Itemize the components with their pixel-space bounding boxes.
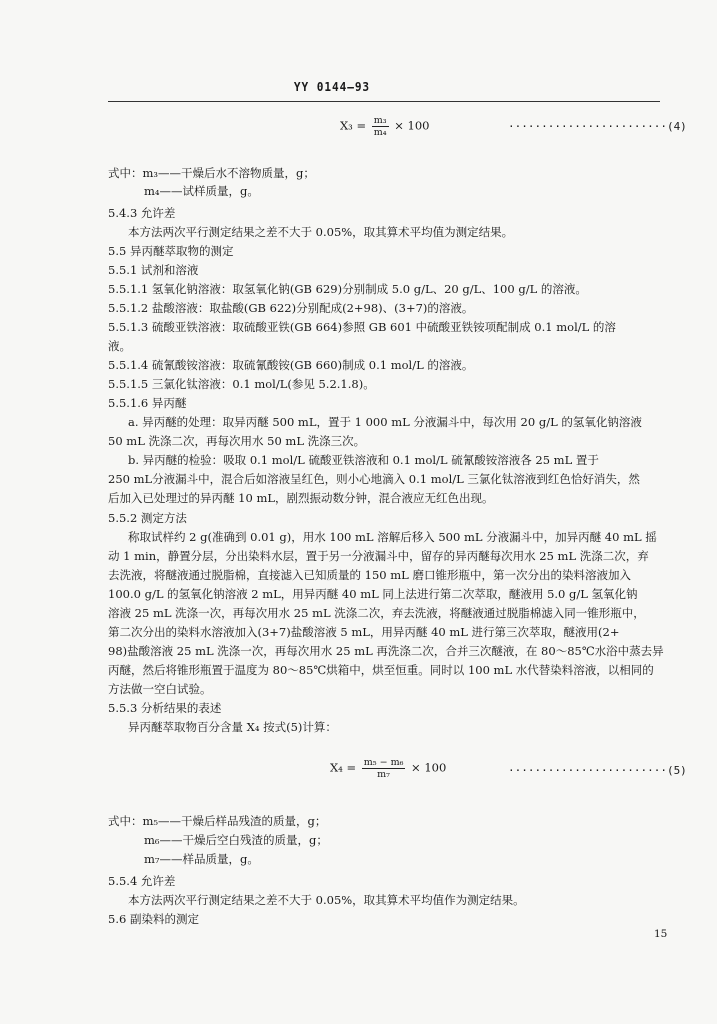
method-line1: 称取试样约 2 g(准确到 0.01 g)，用水 100 mL 溶解后移入 500 mL 分液漏斗中，加异丙醚 40 mL 摇 xyxy=(128,530,657,544)
formula-5-multiplier: × 100 xyxy=(411,760,447,775)
method-line9: 方法做一空白试验。 xyxy=(108,682,212,696)
standard-header: YY 0144—93 xyxy=(293,80,371,94)
formula-4 xyxy=(340,115,429,138)
formula-4-multiplier: × 100 xyxy=(394,118,430,133)
formula-5-denominator: m₇ xyxy=(377,769,390,780)
section-5-6-title: 5.6 副染料的测定 xyxy=(108,912,199,926)
section-5-5-4-title: 5.5.4 允许差 xyxy=(108,874,176,888)
where-4-m4: m₄——试样质量，g。 xyxy=(144,184,259,198)
method-line3: 去洗液，将醚液通过脱脂棉，直接滤入已知质量的 150 mL 磨口锥形瓶中，第一次分出的染料溶液加入 xyxy=(108,568,631,582)
formula-4-denominator: m₄ xyxy=(373,127,387,138)
item-5-5-1-2: 5.5.1.2 盐酸溶液：取盐酸(GB 622)分别配成(2+98)、(3+7)的溶液。 xyxy=(108,301,474,315)
where-4-m3: m₃——干燥后水不溶物质量，g； xyxy=(142,166,315,180)
item-5-5-1-5: 5.5.1.5 三氯化钛溶液：0.1 mol/L(参见 5.2.1.8)。 xyxy=(108,377,375,391)
section-5-5-1-title: 5.5.1 试剂和溶液 xyxy=(108,263,199,277)
item-5-5-1-3-line1: 5.5.1.3 硫酸亚铁溶液：取硫酸亚铁(GB 664)参照 GB 601 中硫酸亚铁铵项配制成 0.1 mol/L 的溶 xyxy=(108,320,616,334)
where-5-label: 式中： xyxy=(108,814,143,828)
formula-5 xyxy=(330,757,446,780)
formula-5-numerator: m₅ − m₆ xyxy=(363,757,404,768)
section-5-4-3-body: 本方法两次平行测定结果之差不大于 0.05%，取其算术平均值为测定结果。 xyxy=(128,225,514,239)
where-4-label: 式中： xyxy=(108,166,143,180)
where-5-first xyxy=(108,814,326,828)
formula-4-number: ························(4) xyxy=(508,120,687,133)
formula-5-lhs: X₄ = xyxy=(330,760,357,775)
section-5-5-3-body: 异丙醚萃取物百分含量 X₄ 按式(5)计算： xyxy=(128,720,337,734)
item-5-5-1-1: 5.5.1.1 氢氧化钠溶液：取氢氧化钠(GB 629)分别制成 5.0 g/L、20 g/L、100 g/L 的溶液。 xyxy=(108,282,587,296)
where-4-first xyxy=(108,166,315,180)
method-line5: 溶液 25 mL 洗涤一次，再每次用水 25 mL 洗涤二次，弃去洗液，将醚液通过脱脂棉滤入同一锥形瓶中， xyxy=(108,606,645,620)
item-5-5-1-4: 5.5.1.4 硫氰酸铵溶液：取硫氰酸铵(GB 660)制成 0.1 mol/L 的溶液。 xyxy=(108,358,474,372)
formula-4-lhs: X₃ = xyxy=(340,118,367,133)
formula-5-number: ························(5) xyxy=(508,764,687,777)
formula-4-fraction xyxy=(372,115,389,138)
section-5-5-3-title: 5.5.3 分析结果的表述 xyxy=(108,701,222,715)
item-b-line1: b. 异丙醚的检验：吸取 0.1 mol/L 硫酸亚铁溶液和 0.1 mol/L 硫氰酸铵溶液各 25 mL 置于 xyxy=(128,453,599,467)
item-5-5-1-6: 5.5.1.6 异丙醚 xyxy=(108,396,187,410)
formula-4-numerator: m₃ xyxy=(373,115,387,126)
page-number: 15 xyxy=(654,928,668,940)
method-line7: 98)盐酸溶液 25 mL 洗涤一次，再每次用水 25 mL 再洗涤二次，合并三次醚液，在 80～85℃水浴中蒸去异 xyxy=(108,644,664,658)
item-b-line2: 250 mL分液漏斗中，混合后如溶液呈红色，则小心地滴入 0.1 mol/L 三氯化钛溶液到红色恰好消失，然 xyxy=(108,472,640,486)
method-line4: 100.0 g/L 的氢氧化钠溶液 2 mL，用异丙醚 40 mL 同上法进行第二次萃取，醚液用 5.0 g/L 氢氧化钠 xyxy=(108,587,638,601)
where-5-m7: m₇——样品质量，g。 xyxy=(144,852,259,866)
where-5-m5: m₅——干燥后样品残渣的质量，g； xyxy=(142,814,327,828)
item-a-line1: a. 异丙醚的处理：取异丙醚 500 mL，置于 1 000 mL 分液漏斗中，每次用 20 g/L 的氢氧化钠溶液 xyxy=(128,415,642,429)
formula-5-fraction xyxy=(362,757,406,780)
item-5-5-1-3-line2: 液。 xyxy=(108,339,131,353)
section-5-5-2-title: 5.5.2 测定方法 xyxy=(108,511,187,525)
header-rule xyxy=(108,101,660,102)
method-line2: 动 1 min，静置分层，分出染料水层，置于另一分液漏斗中，留存的异丙醚每次用水 25 mL 洗涤二次，弃 xyxy=(108,549,649,563)
item-b-line3: 后加入已处理过的异丙醚 10 mL，剧烈振动数分钟，混合液应无红色出现。 xyxy=(108,491,494,505)
section-5-5-title: 5.5 异丙醚萃取物的测定 xyxy=(108,244,234,258)
section-5-5-4-body: 本方法两次平行测定结果之差不大于 0.05%，取其算术平均值作为测定结果。 xyxy=(128,893,525,907)
where-5-m6: m₆——干燥后空白残渣的质量，g； xyxy=(144,833,328,847)
section-5-4-3-title: 5.4.3 允许差 xyxy=(108,206,176,220)
method-line8: 丙醚，然后将锥形瓶置于温度为 80～85℃烘箱中，烘至恒重。同时以 100 mL 水代替染料溶液，以相同的 xyxy=(108,663,654,677)
method-line6: 第二次分出的染料水溶液加入(3+7)盐酸溶液 5 mL，用异丙醚 40 mL 进行第三次萃取，醚液用(2+ xyxy=(108,625,620,639)
item-a-line2: 50 mL 洗涤二次，再每次用水 50 mL 洗涤三次。 xyxy=(108,434,366,448)
